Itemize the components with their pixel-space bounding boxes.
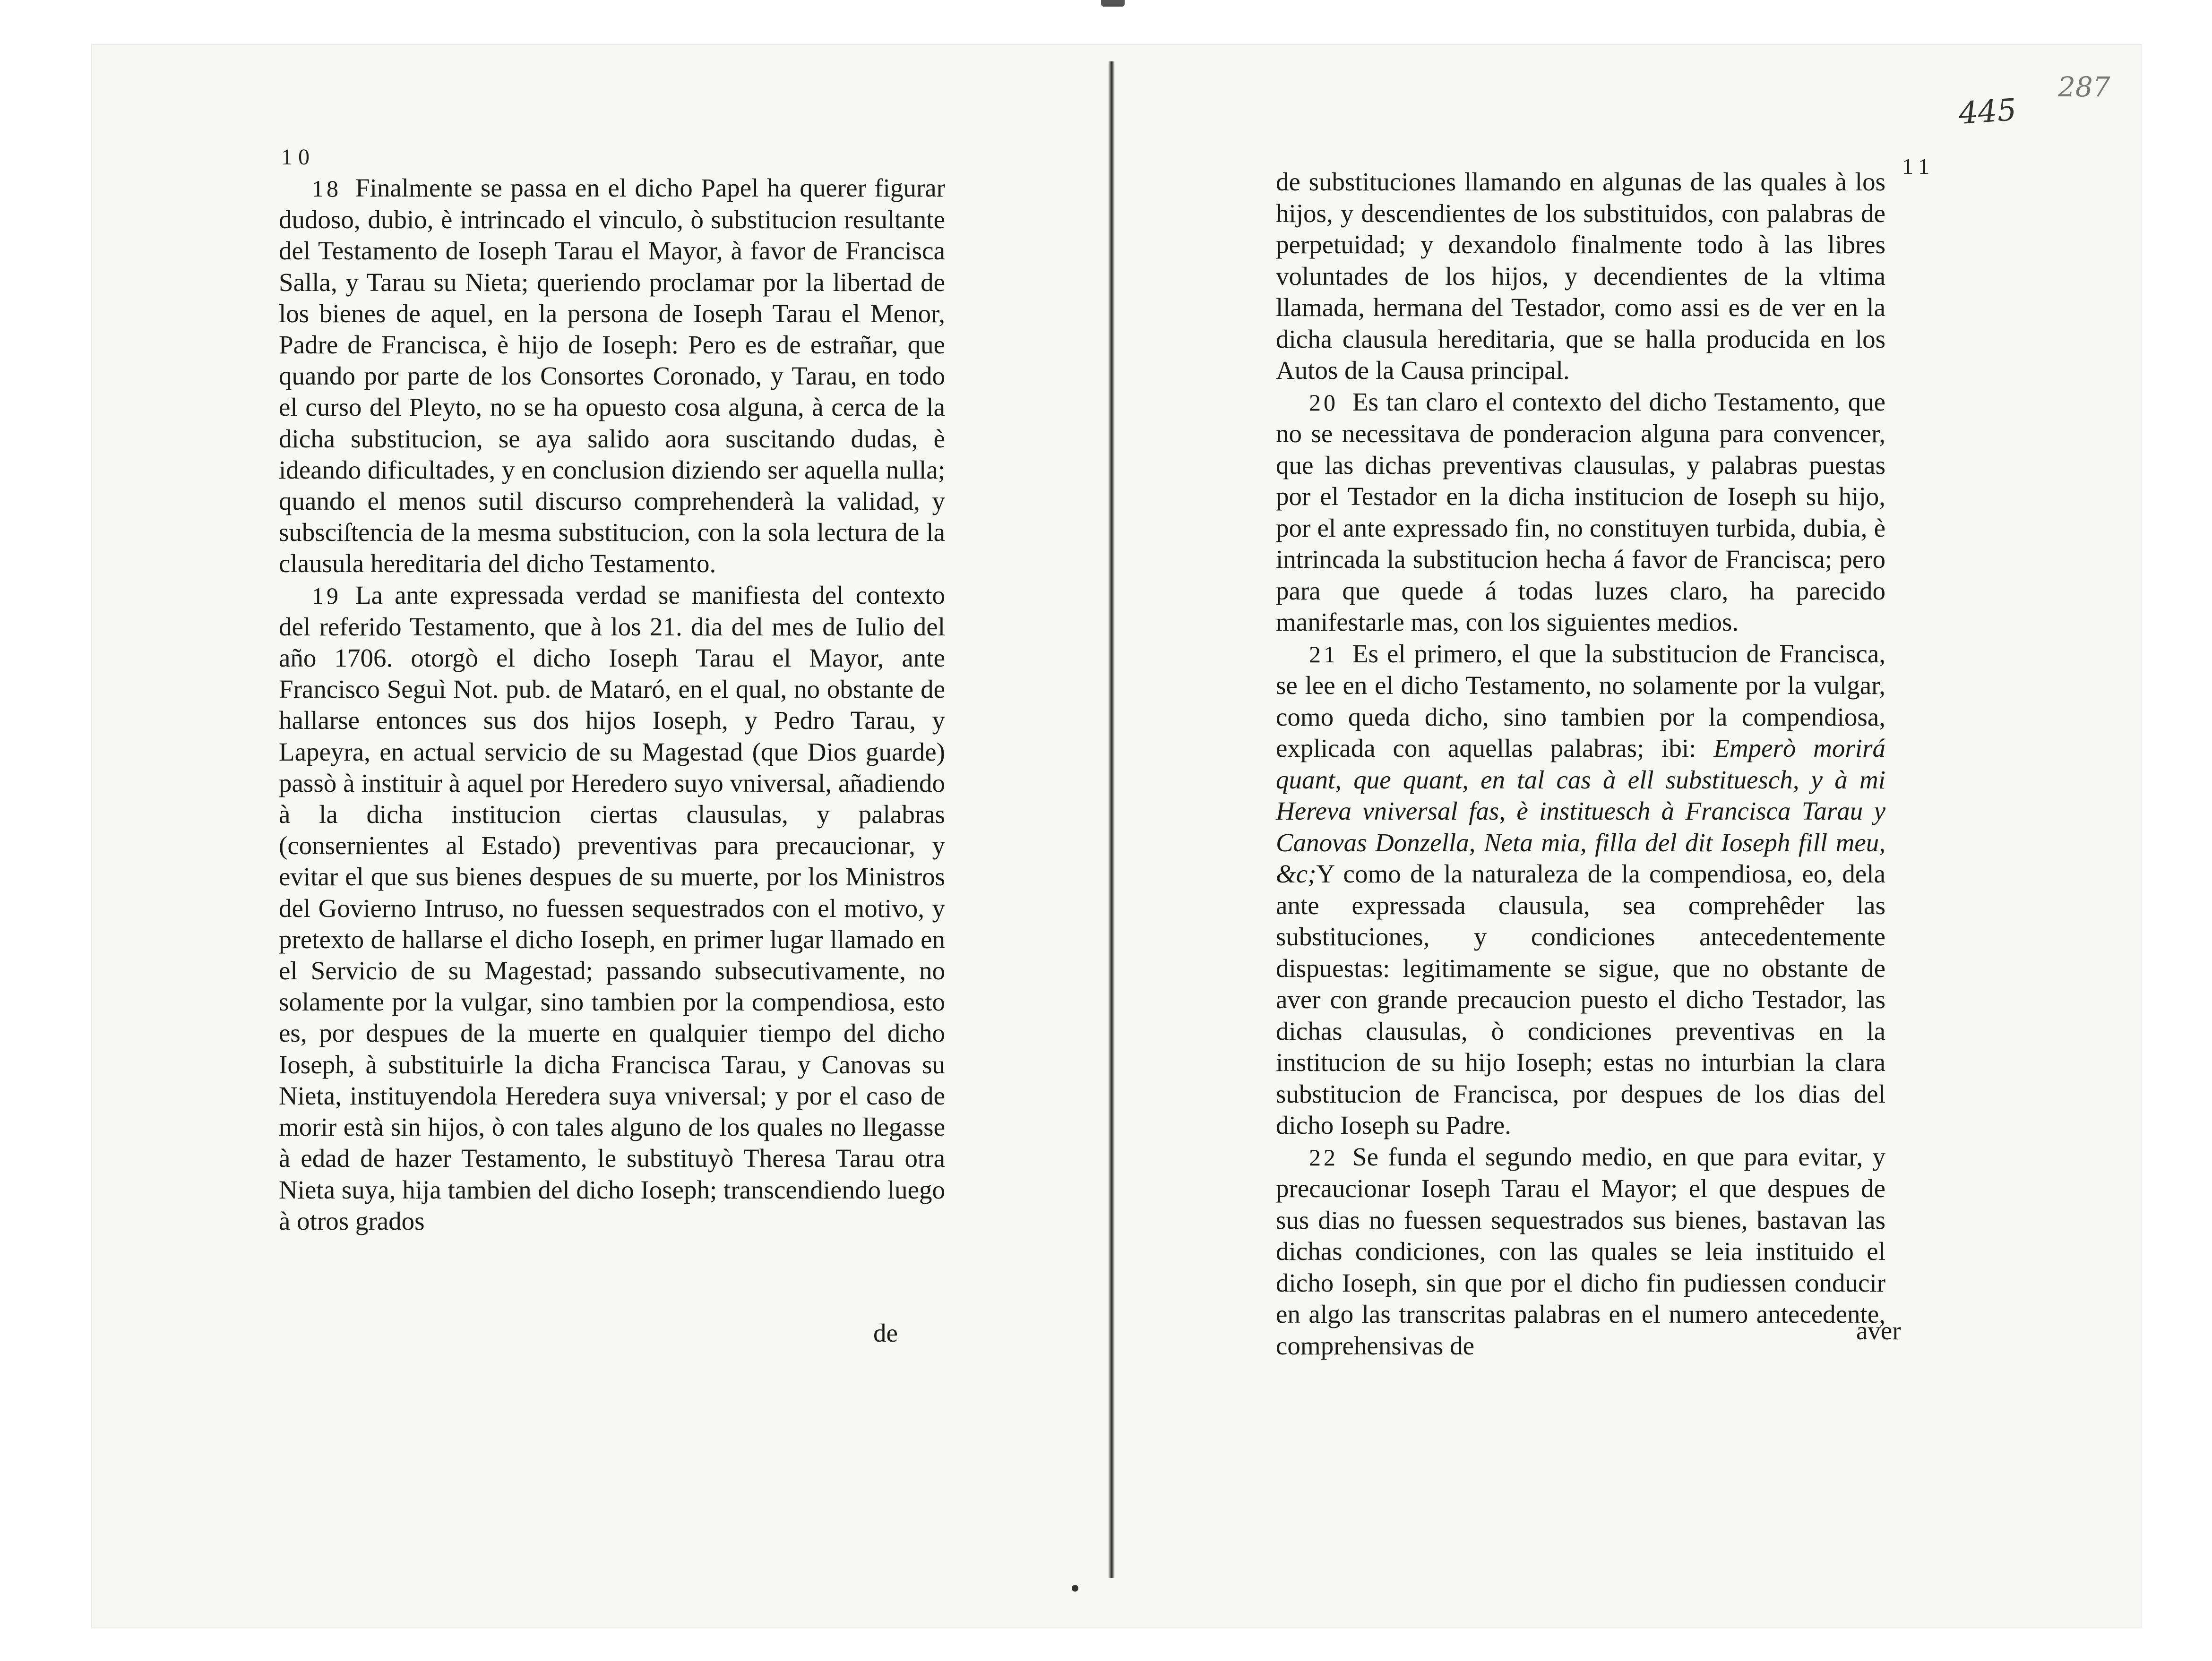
left-page-number: 10 [281, 145, 315, 170]
paragraph-number: 21 [1309, 641, 1338, 668]
paragraph-text-continued: Y como de la naturaleza de la compendiosa, eo, dela ante expressada clausula, sea comprehêder las substituciones, y condiciones antecedentemente dispuestas: legitimamente se sigue, que no obstante de aver con grande precaucion puesto el dicho Testador, las dichas clausulas, ò condiciones preventivas en la institucion de su hijo Ioseph; estas no inturbian la clara substitucion de Francisca, por despues de los dias del dicho Ioseph su Padre. [1276, 859, 1885, 1139]
left-page-text [279, 172, 945, 1237]
paragraph-text: Finalmente se passa en el dicho Papel ha querer figurar dudoso, dubio, è intrincado el vinculo, ò substitucion resultante del Testamento de Ioseph Tarau el Mayor, à favor de Francisca Salla, y Tarau su Nieta; queriendo proclamar por la libertad de los bienes de aquel, en la persona de Ioseph Tarau el Menor, Padre de Francisca, è hijo de Ioseph: Pero es de estrañar, que quando por parte de los Consortes Coronado, y Tarau, en todo el curso del Pleyto, no se ha opuesto cosa alguna, à cerca de la dicha substitucion, se aya salido aora suscitando dudas, è ideando dificultades, y en conclusion diziendo ser aquella nulla; quando el menos sutil discurso comprehenderà la validad, y subsciſtencia de la mesma substitucion, con la sola lectura de la clausula hereditaria del dicho Testamento. [279, 173, 945, 578]
paragraph-text: Se funda el segundo medio, en que para evitar, y precaucionar Ioseph Tarau el Mayor; el que despues de sus dias no fuessen sequestrados sus bienes, bastavan las dichas condiciones, con las quales se leia instituido el dicho Ioseph, sin que por el dicho fin pudiessen conducir en algo las transcritas palabras en el numero antecedente, comprehensivas de [1276, 1142, 1885, 1360]
binding-hole [1072, 1585, 1078, 1592]
folio-mark-ink: 445 [1957, 92, 2018, 132]
paragraph-number: 20 [1309, 389, 1338, 416]
paragraph-22 [1276, 1141, 1885, 1362]
paragraph-21 [1276, 638, 1885, 1141]
paragraph-text: La ante expressada verdad se manifiesta del contexto del referido Testamento, que à los 21. dia del mes de Iulio del año 1706. otorgò el dicho Ioseph Tarau el Mayor, ante Francisco Seguì Not. pub. de Mataró, en el qual, no obstante de hallarse entonces sus dos hijos Ioseph, y Pedro Tarau, y Lapeyra, en actual servicio de su Magestad (que Dios guarde) passò à instituir à aquel por Heredero suyo vniversal, añadiendo à la dicha institucion ciertas clausulas, y palabras (consernientes al Estado) preventivas para precaucionar, y evitar el que sus bienes despues de su muerte, por los Ministros del Govierno Intruso, no fuessen sequestrados con el motivo, y pretexto de hallarse el dicho Ioseph, en primer lugar llamado en el Servicio de su Magestad; passando subsecutivamente, no solamente por la vulgar, sino tambien por la compendiosa, esto es, por despues de la muerte en qualquier tiempo del dicho Ioseph, à substituirle la dicha Francisca Tarau, y Canovas su Nieta, instituyendola Heredera suya vniversal; y por el caso de morir està sin hijos, ò con tales alguno de los quales no llegasse à edad de hazer Testamento, le substituyò Theresa Tarau otra Nieta suya, hija tambien del dicho Ioseph; transcendiendo luego à otros grados [279, 580, 945, 1235]
right-catchword: aver [1856, 1316, 1901, 1345]
center-fold [1108, 61, 1115, 1578]
paragraph-number: 18 [312, 175, 341, 202]
continued-paragraph: de substituciones llamando en algunas de las quales à los hijos, y descendientes de los substituidos, con palabras de perpetuidad; y dexandolo finalmente todo à las libres voluntades de los hijos, y decendientes de la vltima llamada, hermana del Testador, como assi es de ver en la dicha clausula hereditaria, que se halla producida en los Autos de la Causa principal. [1276, 167, 1885, 385]
top-edge-mark [1101, 0, 1125, 7]
right-page-number: 11 [1902, 154, 1936, 179]
paragraph-20 [1276, 386, 1885, 638]
paragraph-text: Es el primero, el que la substitucion de Francisca, se lee en el dicho Testamento, no solamente por la vulgar, como queda dicho, sino tambien por la compendiosa, explicada con aquellas palabras; ibi: [1276, 639, 1885, 762]
paragraph-19 [279, 580, 945, 1237]
paragraph-number: 19 [312, 582, 341, 609]
folio-mark-pencil: 287 [2058, 71, 2110, 103]
paragraph-number: 22 [1309, 1144, 1338, 1171]
left-catchword: de [873, 1319, 898, 1347]
paragraph-text: Es tan claro el contexto del dicho Testamento, que no se necessitava de ponderacion alguna para convencer, que las dichas preventivas clausulas, y palabras puestas por el Testador en la dicha institucion de Ioseph su hijo, por el ante expressado fin, no constituyen turbida, dubia, è intrincada la substitucion hecha á favor de Francisca; pero para que quede á todas luzes claro, ha parecido manifestarle mas, con los siguientes medios. [1276, 387, 1885, 636]
right-page-text [1276, 166, 1885, 1361]
paragraph-18 [279, 172, 945, 580]
testament-quote: Emperò morirá quant, que quant, en tal cas à ell substituesch, y à mi Hereva vniversal fas, è instituesch à Francisca Tarau y Canovas Donzella, Neta mia, filla del dit Ioseph fill meu, &c; [1276, 734, 1885, 888]
